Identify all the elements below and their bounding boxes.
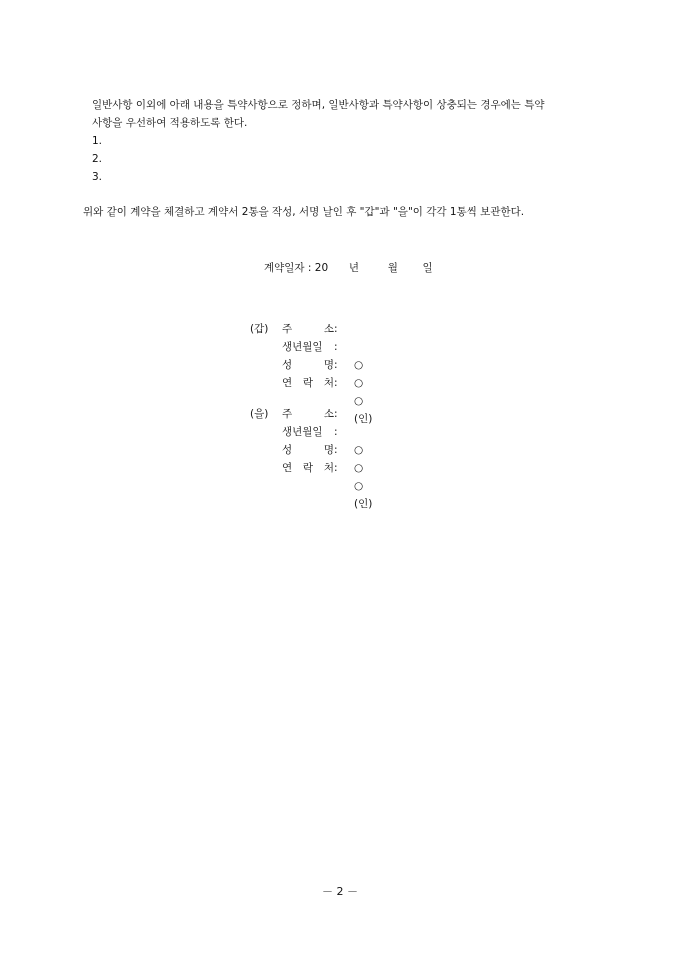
- special-terms-paragraph: [92, 96, 632, 132]
- special-terms-list: [92, 132, 102, 186]
- contract-date-day: 일: [422, 262, 433, 274]
- party-b-address-label: 주 소: [282, 408, 334, 420]
- party-b-contact-label: 연 락 처: [282, 462, 334, 474]
- special-term-item-3: 3.: [92, 171, 103, 183]
- party-a-label: (갑): [250, 323, 269, 335]
- contract-date-year: 년: [348, 262, 359, 274]
- party-b-label: (을): [250, 408, 269, 420]
- special-term-item-1: 1.: [92, 135, 103, 147]
- party-b-birth-label: 생년월일: [282, 426, 323, 438]
- party-a-birth-label: 생년월일: [282, 341, 323, 353]
- party-a-contact-label: 연 락 처: [282, 377, 334, 389]
- contract-date-label: 계약일자 : 20: [264, 262, 329, 274]
- closing-statement: 위와 같이 계약을 체결하고 계약서 2통을 작성, 서명 날인 후 "갑"과 "을"이 각각 1통씩 보관한다.: [83, 206, 525, 218]
- party-b-name-value: ○ ○ ○ (인): [354, 444, 373, 510]
- contract-date-month: 월: [387, 262, 398, 274]
- special-terms-line-1: 일반사항 이외에 아래 내용을 특약사항으로 정하며, 일반사항과 특약사항이 상충되는 경우에는 특약: [92, 99, 545, 111]
- party-b-name-label: 성 명: [282, 444, 334, 456]
- contract-date: [264, 260, 433, 275]
- page-number: － 2 －: [322, 885, 358, 898]
- special-term-item-2: 2.: [92, 153, 103, 165]
- party-a-address-label: 주 소: [282, 323, 334, 335]
- party-a-name-label: 성 명: [282, 359, 334, 371]
- party-a-name-value: ○ ○ ○ (인): [354, 359, 373, 425]
- special-terms-line-2: 사항을 우선하여 적용하도록 한다.: [92, 117, 248, 129]
